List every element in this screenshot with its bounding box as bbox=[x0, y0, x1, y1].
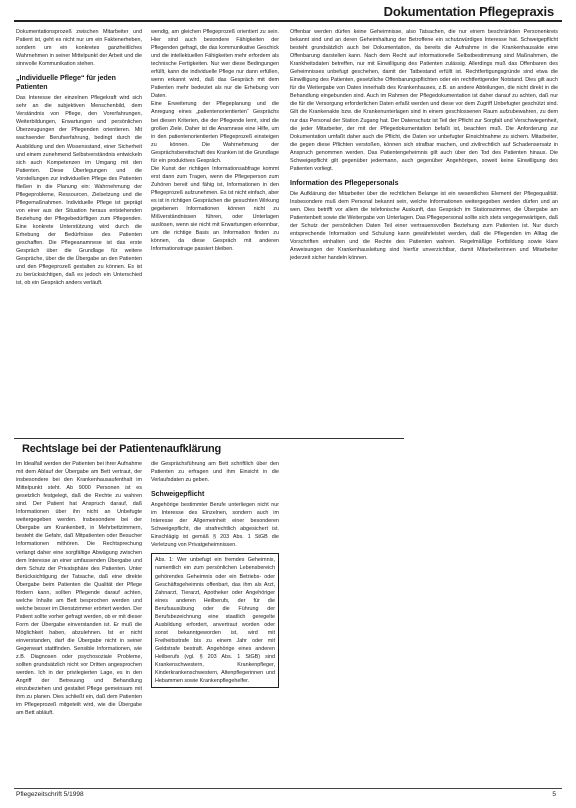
paragraph: Dokumentationsprozeß zwischen Mitarbeiter und Patient ist, geht es nicht nur um ein Faktenerheben, sondern um ein konkretes ganzheitliches Wahrnehmen in seiner Mittelpunkt der Arbeit und die sinnvolle Kommunikation stehen. bbox=[16, 29, 142, 68]
subheading: „Individuelle Pflege“ für jeden Patienten bbox=[16, 75, 116, 92]
paragraph: Die Aufklärung der Mitarbeiter über die rechtlichen Belange ist ein wesentliches Element der Pflegequalität. Insbesondere muß dem Personal bekannt sein, welche Informationen weitergegeben werden dürfen und an wen. Dies betrifft vor allem die telefonische Auskunft, das Gespräch im Stationszimmer, die Übergabe am Patientenbett sowie die Weitergabe von Unterlagen. Das Pflegepersonal sollte sich stets vergegenwärtigen, daß der Schutz der persönlichen Daten Teil einer vertrauensvollen Beziehung zum Patienten ist. Nur durch entsprechende Information und Schulung kann gewährleistet werden, daß die Pflegenden im Alltag die Vorschriften einhalten und die Rechte des Patienten wahren. Regelmäßige Fortbildung sowie klare Anweisungen der Krankenhausleitung sind hierfür unverzichtbar, damit Mitarbeiterinnen und Mitarbeiter jederzeit sicher handeln können. bbox=[290, 190, 558, 262]
paragraph: wendig, am gleichen Pflegeprozeß orientiert zu sein. Hier sind auch besondere Fähigkeiten der Pflegenden gefragt, die das kommunikative Geschick und die intellektuellen Fähigkeiten mehr erfordern als technische Fertigkeiten. Nur wer diese Bedingungen erfüllt, kann die individuelle Pflege nur dann erfüllen, wenn erkannt wird, daß das Gespräch mit dem Patienten mehr bedeutet als nur die Erhebung von Daten. bbox=[151, 29, 279, 100]
paragraph: Angehörige bestimmter Berufe unterliegen nicht nur im Interesse des Einzelnen, sondern auch im Interesse der Allgemeinheit einer besonderen Schweigepflicht, die strafrechtlich abgesichert ist. Einschlägig ist gemäß § 203 Abs. 1 StGB die Verletzung von Privatgeheimnissen. bbox=[151, 502, 279, 549]
column-2-top bbox=[151, 28, 279, 358]
subheading: Information des Pflegepersonals bbox=[290, 179, 399, 187]
paragraph: Eine Erweiterung der Pflegeplanung und die Anregung eines „patientenorientierten“ Gesprächs bei diesen Kriterien, die der Pflegende lernt, sind die großen Ziele. Daher ist die Anamnese eine Hilfe, um in den patientenorientierten Pflegeprozeß einsteigen zu können. Die Wahrnehmung der Gesprächsbereitschaft des Kranken ist die Grundlage für ein produktives Gespräch. bbox=[151, 101, 279, 164]
law-quote-box: Abs. 1: Wer unbefugt ein fremdes Geheimnis, namentlich ein zum persönlichen Lebensbereich gehörendes Geheimnis oder ein Betriebs- oder Geschäftsgeheimnis offenbart, das ihm als Arzt, Zahnarzt, Tierarzt, Apotheker oder Angehöriger eines anderen Heilberufs, der für die Berufsausübung oder die Führung der Berufsbezeichnung eine staatlich geregelte Ausbildung erfordert, anvertraut worden oder sonst bekanntgeworden ist, wird mit Freiheitsstrafe bis zu einem Jahr oder mit Geldstrafe bestraft. Angehörige eines anderen Heilberufs (vgl. § 203 Abs. 1 StGB) sind Krankenschwestern, Krankenpfleger, Kinderkrankenschwestern, Altenpflegerinnen und Hebammen sowie Krankenpflegehelfer. bbox=[151, 553, 279, 688]
column-3 bbox=[290, 28, 558, 783]
column-1-bottom bbox=[16, 460, 142, 785]
footer-rule bbox=[14, 788, 562, 789]
section-rule bbox=[14, 438, 404, 439]
paragraph: die Gesprächsführung am Bett schriftlich über den Patienten zu erfragen und ihm Einsicht in die Verlaufsdaten zu geben. bbox=[151, 461, 279, 484]
paragraph: Offenbar werden dürfen keine Geheimnisse, also Tatsachen, die nur einem beschränkten Personenkreis bekannt sind und an deren Geheimhaltung der Betroffene ein schutzwürdiges Interesse hat. Schweigepflicht besteht grundsätzlich auch bei Dokumentation, da bereits die Aufnahme in die Krankenhausakte eine Offenbarung darstellen kann. Nach dem Recht auf informationelle Selbstbestimmung sind Maßnahmen, die Krankheitsdaten betreffen, nur mit Einwilligung des Patienten zulässig. Allerdings muß das Offenbaren des Geheimnisses unbefugt geschehen, damit der Tatbestand erfüllt ist. Rechtfertigungsgründe sind etwa die Einwilligung des Patienten, gesetzliche Offenbarungspflichten oder ein rechtfertigender Notstand. Dies gilt auch für die Weitergabe von Daten innerhalb des Krankenhauses, z.B. an andere Abteilungen, die nicht direkt in die Behandlung eingebunden sind. Auch im Rahmen der Pflegedokumentation ist daher darauf zu achten, daß nur die für die Versorgung erforderlichen Daten erfaßt werden und diese vor dem Zugriff Unbefugter geschützt sind. Gilt die Krankenakte bzw. die Krankenunterlagen sind in einem geschlossenen Raum aufzubewahren, zu dem nur das Personal der Station Zugang hat. Der Datenschutz ist Teil der Pflicht zur Sorgfalt und Verschwiegenheit, die jeder Mitarbeiter, der mit der Pflegedokumentation befaßt ist, beachten muß. Die Anforderung zur Dokumentation umfaßt daher auch die Pflicht, die Daten vor unbefugter Einsichtnahme zu sichern. Mitarbeiter, die gegen diese Pflichten verstoßen, können sich strafbar machen, und zivilrechtlich auf Schadensersatz in Anspruch genommen werden. Das Patientengeheimnis gilt auch über den Tod des Patienten hinaus. Die Schweigepflicht gilt gegenüber jedermann, auch gegenüber Angehörigen, soweit keine Einwilligung des Patienten vorliegt. bbox=[290, 29, 558, 172]
footer-journal: Pflegezeitschrift 5/1998 bbox=[16, 791, 84, 798]
column-1-top bbox=[16, 28, 142, 433]
column-2-bottom bbox=[151, 460, 279, 785]
paragraph: Die Kunst der richtigen Informationsabfrage kommt erst dann zum Tragen, wenn die Pflegeperson zum Zuhören bereit und fähig ist, Informationen in den Pflegeprozeß aufzunehmen. Es ist nicht einfach, aber es ist in richtigen Gesprächen die gesuchten Wirkung gegebenen Informationen können nicht zu Mißverständnissen führen, oder Unterlagen auslösen, wenn sie nicht mit Erwartungen erkennbar, um die richtige Basis an Information finden zu können, da diese Gespräch mit anderen Informationstrage passiert bleiben. bbox=[151, 165, 279, 253]
paragraph: Im Idealfall werden der Patienten bei ihrer Aufnahme mit dem Ablauf der Übergabe am Bett vertraut, der insbesondere bei den Krankenhausaufenthalt im Mittelpunkt steht. Ab 9000 Personen ist es gesetzlich festgelegt, daß die Rechte zu wahren sind. Der Patient hat Anspruch darauf, daß Informationen über ihn nicht an Unbefugte weitergegeben werden. Insbesondere bei der Übergabe am Krankenbett, in Mehrbettzimmern, besteht die Gefahr, daß Mitpatienten oder Besucher Informationen mithören. Die Rechtsprechung verlangt daher eine sorgfältige Abwägung zwischen dem Interesse an einer umfassenden Übergabe und dem Schutz der Privatsphäre des Patienten. Unter Berücksichtigung der Tatsache, daß eine direkte Übergabe beim Patienten die Qualität der Pflege fördern kann, sollten Pflegende darauf achten, welche Inhalte am Bett besprochen werden und welche besser im Dienstzimmer erörtert werden. Der Patient sollte vorher gefragt werden, ob er mit dieser Form der Übergabe einverstanden ist. Er muß die Möglichkeit haben, abzulehnen. Ist er nicht einverstanden, darf die Übergabe nicht in seiner Gegenwart stattfinden. Sensible Informationen, wie z.B. Diagnosen oder psychosoziale Probleme, sollten grundsätzlich nicht vor Dritten angesprochen werden. Ich in der privilegierten Lage, es in den Angriff der Betreuung und Behandlung einzubeziehen und gestaltet Pflege gemeinsam mit ihm zu planen. Dies schließt ein, daß dem Patienten im Pflegeprozeß mitgeteilt wird, wie die Übergabe am Bett abläuft. bbox=[16, 461, 142, 717]
header-rule bbox=[14, 20, 562, 22]
page-number: 5 bbox=[552, 791, 556, 798]
running-header-title: Dokumentation Pflegepraxis bbox=[383, 4, 554, 19]
section-title: Rechtslage bei der Patientenaufklärung bbox=[22, 443, 222, 455]
paragraph: Das Interesse der einzelnen Pflegekraft wird sich sehr an die subjektiven Menschenbild, dem Verständnis von Pflege, den Vorerfahrungen, Weiterbildungen, Erwartungen und persönlichen Überzeugungen der Pflegenden orientieren. Mit wachsender Berufserfahrung, bedingt durch die Ausbildung und den Wissensstand, einer Sicherheit und einem zunehmend Selbstverständnis entwickeln sich auch Kompetenzen im Umgang mit den Patienten. Diese Überlegungen und die Vorstellungen zur individuellen Pflege des Patienten fließen in die Planung ein: Wahrnehmung der Pflegeprobleme, Ressourcen, Zielsetzung und die Pflegemaßnahmen. Individuelle Pflege ist geprägt von einer aus der Situation heraus entstehenden Beziehung der Pflegebedürftigen zum Pflegenden. Eine konkrete Unterstützung wird durch die Erhebung der Bedürfnisse des Patienten geschaffen. Die Pflegeanamnese ist das erste Gespräch über die Grundlage für weitere Gespräche, über die die Übergabe an den Patienten und den Pflegeprozeß gestalten zu können. Es ist zu berücksichtigen, daß es jedoch ein Unterschied ist, ob ein Gespräch anders verläuft. bbox=[16, 95, 142, 287]
subheading: Schweigepflicht bbox=[151, 491, 205, 499]
